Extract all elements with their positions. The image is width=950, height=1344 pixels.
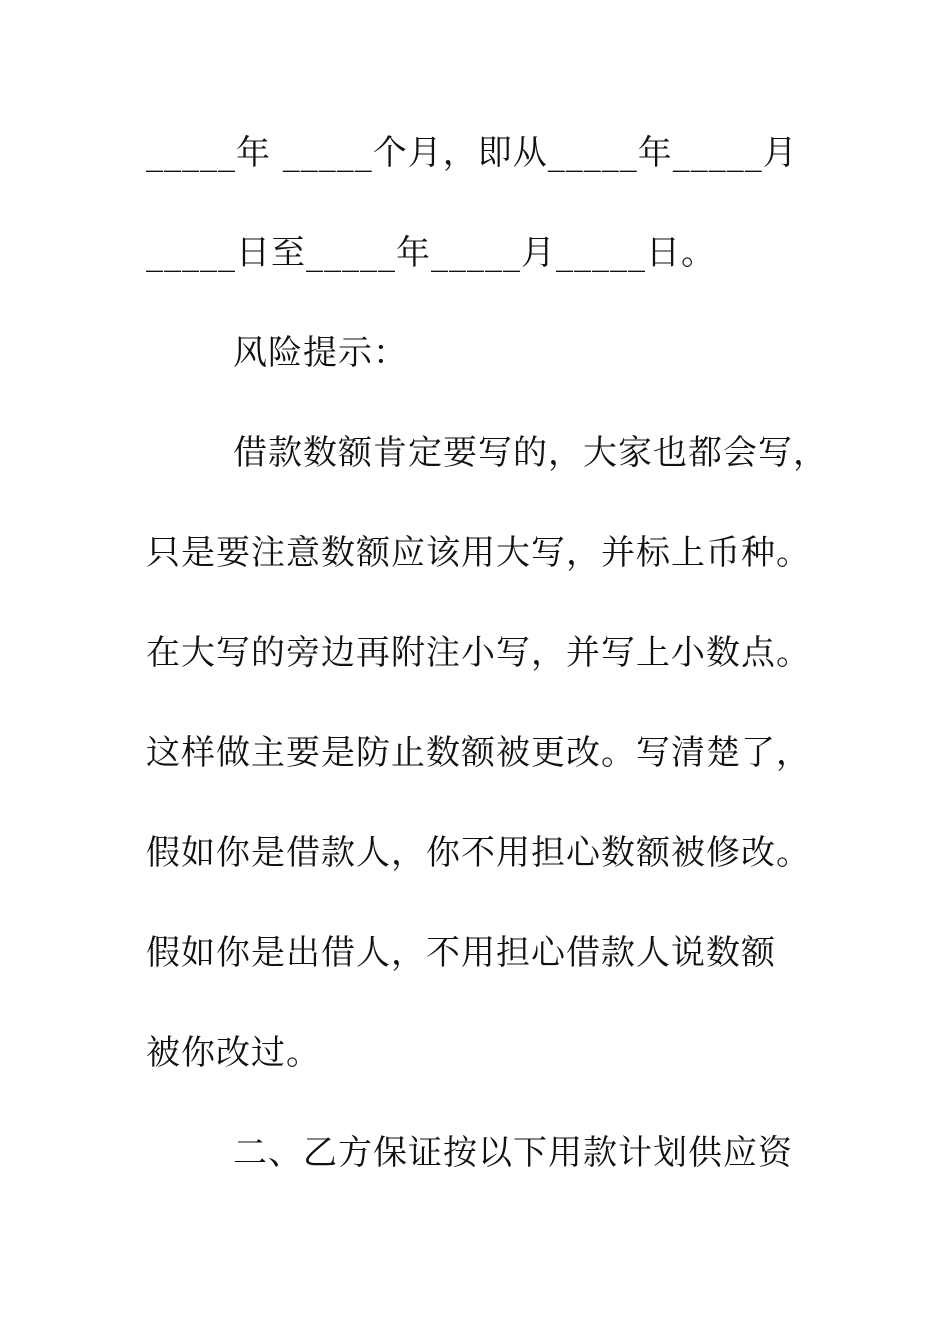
paragraph-line: 这样做主要是防止数额被更改。写清楚了， — [146, 733, 811, 773]
loan-date-line: _____日至_____年_____月_____日。 — [146, 233, 716, 273]
loan-term-line: _____年 _____个月，即从_____年_____月 — [146, 133, 798, 173]
paragraph-line: 假如你是出借人，不用担心借款人说数额 — [146, 933, 776, 973]
paragraph-line: 在大写的旁边再附注小写，并写上小数点。 — [146, 633, 811, 673]
paragraph-line: 被你改过。 — [146, 1033, 321, 1073]
paragraph-line: 借款数额肯定要写的，大家也都会写， — [233, 433, 828, 473]
paragraph-line: 只是要注意数额应该用大写，并标上币种。 — [146, 533, 811, 573]
section-two-line: 二、乙方保证按以下用款计划供应资 — [233, 1133, 793, 1173]
risk-heading: 风险提示： — [233, 333, 408, 373]
paragraph-line: 假如你是借款人，你不用担心数额被修改。 — [146, 833, 811, 873]
